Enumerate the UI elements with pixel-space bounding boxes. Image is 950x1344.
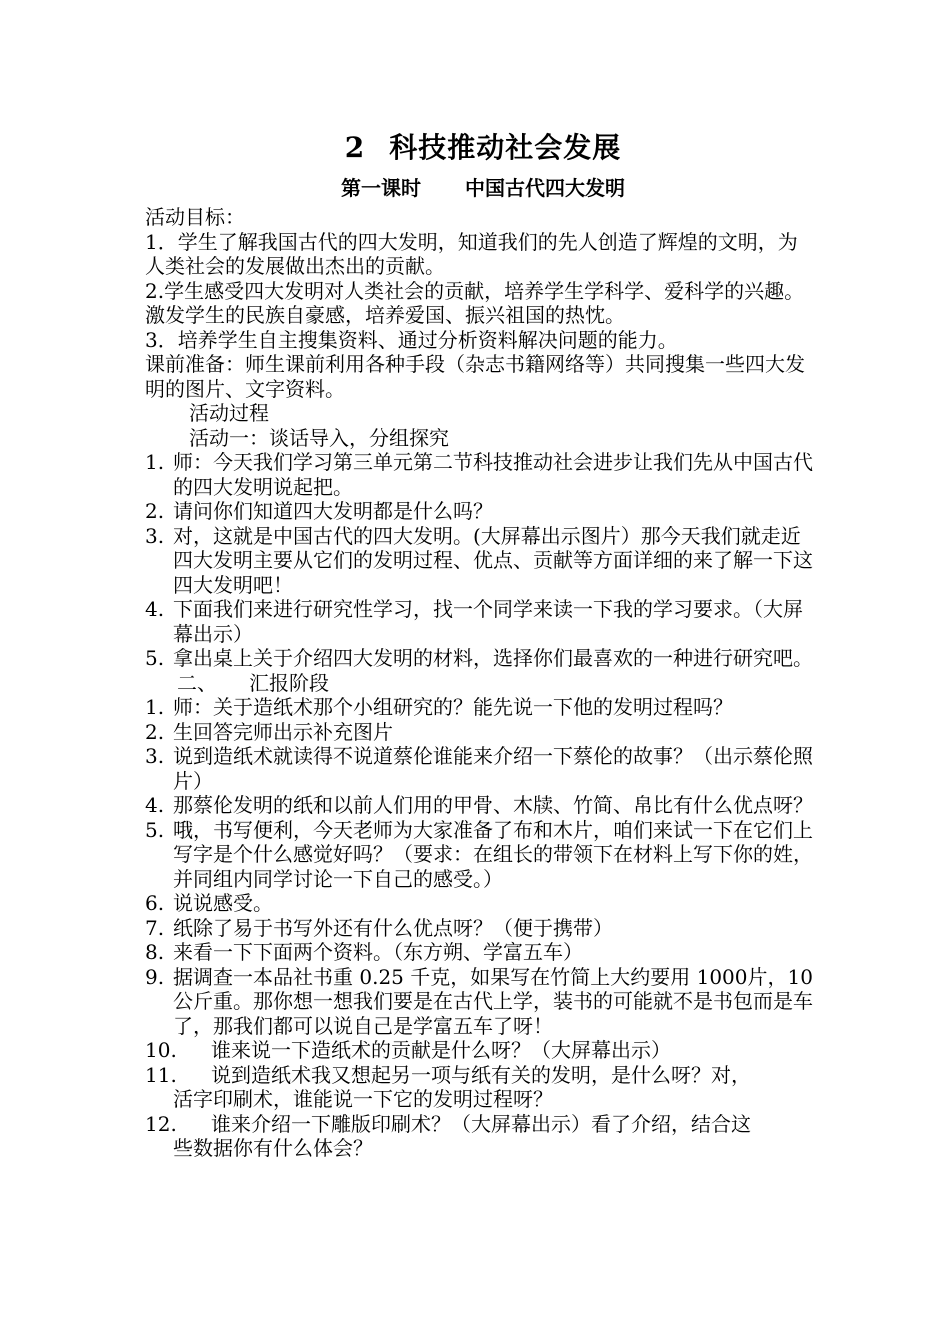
list-item: [145, 818, 813, 892]
item-number: 10.: [145, 1038, 177, 1062]
item-number: 12.: [145, 1111, 177, 1136]
list-item: [145, 965, 813, 1039]
list-item: [145, 499, 813, 524]
list-item: [145, 597, 813, 646]
objective-item: 2.学生感受四大发明对人类社会的贡献，培养学生学科学、爱科学的兴趣。激发学生的民族自豪感，培养爱国、振兴祖国的热忱。: [145, 278, 805, 327]
process-heading: 活动过程: [189, 401, 269, 425]
objective-item: 3．培养学生自主搜集资料、通过分析资料解决问题的能力。: [145, 327, 678, 352]
item-number: 1.: [145, 450, 165, 474]
activity1-list: [145, 450, 813, 671]
lesson-label: 第一课时: [341, 176, 421, 200]
title-number: 2: [344, 131, 366, 164]
item-text: 谁来说一下造纸术的贡献是什么呀？（大屏幕出示）: [211, 1038, 671, 1062]
item-text: 师：今天我们学习第三单元第二节科技推动社会进步让我们先从中国古代的四大发明说起把。: [173, 450, 813, 499]
item-text-continued: 活字印刷术，谁能说一下它的发明过程呀？: [173, 1087, 553, 1111]
list-item: [145, 744, 813, 793]
item-number: 6.: [145, 891, 165, 915]
item-text: 据调查一本品社书重 0.25 千克，如果写在竹简上大约要用 1000片，10 公斤重。那你想一想我们要是在古代上学，装书的可能就不是书包而是车了，那我们都可以说自己是学富五车了呀！: [173, 964, 813, 1038]
item-text: 生回答完师出示补充图片: [173, 719, 393, 744]
list-item: [145, 1112, 813, 1161]
item-number: 5.: [145, 646, 165, 670]
item-text: 纸除了易于书写外还有什么优点呀？（便于携带）: [173, 915, 613, 940]
list-item: [145, 1038, 813, 1063]
list-item: [145, 450, 813, 499]
list-item: [145, 524, 813, 598]
item-number: 2.: [145, 719, 165, 744]
item-number: 2.: [145, 499, 165, 523]
document-content: [145, 128, 813, 1161]
list-item: [145, 695, 813, 720]
activity2-number: 二、: [177, 670, 217, 695]
item-number: 3.: [145, 744, 165, 768]
item-number: 9.: [145, 964, 165, 989]
list-item: [145, 940, 813, 965]
list-item: [145, 646, 813, 671]
list-item: [145, 720, 813, 745]
title-text: 科技推动社会发展: [389, 131, 622, 164]
item-text: 请问你们知道四大发明都是什么吗？: [173, 499, 493, 523]
item-text: 来看一下下面两个资料。（东方朔、学富五车）: [173, 940, 583, 964]
list-item: [145, 793, 813, 818]
item-text: 哦，书写便利，今天老师为大家准备了布和木片，咱们来试一下在它们上写字是个什么感觉好吗？（要求：在组长的带领下在材料上写下你的姓，并同组内同学讨论一下自己的感受。）: [173, 817, 813, 891]
item-number: 5.: [145, 817, 165, 842]
item-number: 1.: [145, 695, 165, 719]
item-text: 说到造纸术就读得不说道蔡伦谁能来介绍一下蔡伦的故事？（出示蔡伦照片）: [173, 744, 813, 793]
activity2-heading: [145, 671, 813, 696]
item-text: 说说感受。: [173, 891, 273, 915]
item-number: 7.: [145, 915, 165, 940]
list-item: [145, 891, 813, 916]
item-number: 11.: [145, 1062, 177, 1087]
item-text: 拿出桌上关于介绍四大发明的材料，选择你们最喜欢的一种进行研究吧。: [173, 646, 813, 670]
item-text: 说到造纸术我又想起另一项与纸有关的发明，是什么呀？对，: [211, 1062, 751, 1087]
item-text-continued: 些数据你有什么体会？: [173, 1136, 373, 1160]
objective-item: 1．学生了解我国古代的四大发明，知道我们的先人创造了辉煌的文明，为人类社会的发展做出杰出的贡献。: [145, 229, 798, 278]
item-number: 4.: [145, 793, 165, 817]
lesson-subtitle: [145, 173, 813, 203]
item-number: 8.: [145, 940, 165, 964]
lesson-topic: 中国古代四大发明: [465, 176, 625, 200]
objectives-heading: 活动目标：: [145, 205, 245, 229]
item-text: 下面我们来进行研究性学习，找一个同学来读一下我的学习要求。（大屏幕出示）: [173, 597, 803, 646]
item-text: 那蔡伦发明的纸和以前人们用的甲骨、木牍、竹简、帛比有什么优点呀？: [173, 793, 813, 817]
prep-paragraph: 课前准备：师生课前利用各种手段（杂志书籍网络等）共同搜集一些四大发明的图片、文字资料。: [145, 352, 805, 401]
page-title: [145, 128, 813, 168]
activity1-heading: 活动一：谈话导入，分组探究: [189, 425, 449, 450]
item-text: 师：关于造纸术那个小组研究的？能先说一下他的发明过程吗？: [173, 695, 733, 719]
list-item: [145, 1063, 813, 1112]
activity2-title: 汇报阶段: [249, 670, 329, 695]
item-text: 谁来介绍一下雕版印刷术？（大屏幕出示）看了介绍，结合这: [211, 1111, 751, 1136]
activity2-list: [145, 695, 813, 1161]
list-item: [145, 916, 813, 941]
item-text: 对，这就是中国古代的四大发明。(大屏幕出示图片）那今天我们就走近四大发明主要从它们的发明过程、优点、贡献等方面详细的来了解一下这四大发明吧！: [173, 523, 813, 597]
item-number: 3.: [145, 523, 165, 548]
item-number: 4.: [145, 597, 165, 621]
